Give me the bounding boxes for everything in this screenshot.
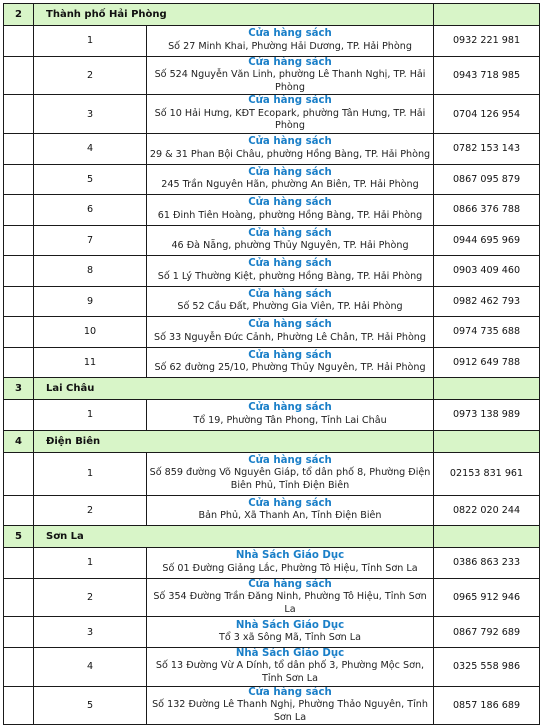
store-phone: 0386 863 233 bbox=[434, 548, 540, 579]
store-row bbox=[4, 686, 540, 725]
group-name: Sơn La bbox=[34, 526, 434, 548]
store-address: 29 & 31 Phan Bội Châu, phường Hồng Bàng, TP. Hải Phòng bbox=[149, 148, 431, 160]
store-row bbox=[4, 400, 540, 431]
store-name: Cửa hàng sách bbox=[248, 95, 332, 107]
store-row bbox=[4, 195, 540, 226]
store-phone: 0974 735 688 bbox=[434, 317, 540, 348]
group-index: 4 bbox=[4, 430, 34, 452]
store-name: Cửa hàng sách bbox=[248, 166, 332, 178]
store-address: Số 01 Đường Giảng Lắc, Phường Tô Hiệu, Tỉnh Sơn La bbox=[162, 562, 418, 574]
store-empty-cell bbox=[4, 286, 34, 317]
store-number: 7 bbox=[34, 225, 147, 256]
group-name: Lai Châu bbox=[34, 378, 434, 400]
store-number: 8 bbox=[34, 256, 147, 287]
store-name: Cửa hàng sách bbox=[248, 454, 332, 466]
store-cell bbox=[147, 95, 434, 134]
store-name: Nhà Sách Giáo Dục bbox=[235, 647, 345, 659]
store-name: Cửa hàng sách bbox=[248, 197, 332, 209]
store-name: Cửa hàng sách bbox=[248, 402, 332, 414]
group-index: 5 bbox=[4, 526, 34, 548]
store-name: Cửa hàng sách bbox=[248, 578, 332, 590]
store-row bbox=[4, 317, 540, 348]
store-number: 4 bbox=[34, 134, 147, 165]
store-cell bbox=[147, 26, 434, 57]
store-number: 1 bbox=[34, 26, 147, 57]
store-phone: 0857 186 689 bbox=[434, 686, 540, 725]
store-empty-cell bbox=[4, 26, 34, 57]
store-empty-cell bbox=[4, 347, 34, 378]
group-row bbox=[4, 4, 540, 26]
store-address: Số 62 đường 25/10, Phường Thủy Nguyên, TP. Hải Phòng bbox=[154, 362, 426, 374]
store-row bbox=[4, 95, 540, 134]
store-cell bbox=[147, 548, 434, 579]
store-phone: 02153 831 961 bbox=[434, 452, 540, 495]
store-name: Cửa hàng sách bbox=[248, 56, 332, 68]
store-address: Số 132 Đường Lê Thanh Nghị, Phường Thảo Nguyên, Tỉnh Sơn La bbox=[152, 699, 428, 723]
group-empty-cell bbox=[434, 526, 540, 548]
store-row bbox=[4, 56, 540, 95]
store-number: 3 bbox=[34, 617, 147, 648]
store-row bbox=[4, 256, 540, 287]
store-row bbox=[4, 617, 540, 648]
store-empty-cell bbox=[4, 134, 34, 165]
store-list-table bbox=[3, 3, 540, 725]
store-empty-cell bbox=[4, 317, 34, 348]
store-empty-cell bbox=[4, 164, 34, 195]
store-number: 1 bbox=[34, 452, 147, 495]
store-empty-cell bbox=[4, 195, 34, 226]
store-empty-cell bbox=[4, 225, 34, 256]
group-row bbox=[4, 430, 540, 452]
store-phone: 0982 462 793 bbox=[434, 286, 540, 317]
store-cell bbox=[147, 225, 434, 256]
store-number: 9 bbox=[34, 286, 147, 317]
store-cell bbox=[147, 452, 434, 495]
store-name: Cửa hàng sách bbox=[248, 686, 332, 698]
store-address: Tổ 3 xã Sông Mã, Tỉnh Sơn La bbox=[218, 632, 362, 644]
store-address: Số 27 Minh Khai, Phường Hải Dương, TP. Hải Phòng bbox=[168, 40, 412, 52]
group-empty-cell bbox=[434, 430, 540, 452]
store-number: 3 bbox=[34, 95, 147, 134]
store-phone: 0944 695 969 bbox=[434, 225, 540, 256]
store-phone: 0965 912 946 bbox=[434, 578, 540, 617]
group-index: 2 bbox=[4, 4, 34, 26]
store-name: Cửa hàng sách bbox=[248, 349, 332, 361]
store-address: Bản Phủ, Xã Thanh An, Tỉnh Điện Biên bbox=[198, 510, 382, 522]
store-cell bbox=[147, 647, 434, 686]
store-number: 4 bbox=[34, 647, 147, 686]
store-phone: 0903 409 460 bbox=[434, 256, 540, 287]
store-number: 5 bbox=[34, 164, 147, 195]
store-cell bbox=[147, 164, 434, 195]
store-row bbox=[4, 347, 540, 378]
store-empty-cell bbox=[4, 95, 34, 134]
store-name: Cửa hàng sách bbox=[248, 319, 332, 331]
store-address: Số 33 Nguyễn Đức Cảnh, Phường Lê Chân, TP. Hải Phòng bbox=[154, 331, 426, 343]
group-row bbox=[4, 526, 540, 548]
store-empty-cell bbox=[4, 256, 34, 287]
store-number: 1 bbox=[34, 548, 147, 579]
store-address: 46 Đà Nẵng, phường Thủy Nguyên, TP. Hải Phòng bbox=[171, 240, 409, 252]
store-number: 2 bbox=[34, 56, 147, 95]
store-address: Số 52 Cầu Đất, Phường Gia Viên, TP. Hải Phòng bbox=[177, 301, 403, 313]
store-address: Tổ 19, Phường Tân Phong, Tỉnh Lai Châu bbox=[193, 414, 387, 426]
store-empty-cell bbox=[4, 56, 34, 95]
store-phone: 0943 718 985 bbox=[434, 56, 540, 95]
store-cell bbox=[147, 347, 434, 378]
store-name: Cửa hàng sách bbox=[248, 136, 332, 148]
store-number: 6 bbox=[34, 195, 147, 226]
group-index: 3 bbox=[4, 378, 34, 400]
store-cell bbox=[147, 286, 434, 317]
store-cell bbox=[147, 134, 434, 165]
store-cell bbox=[147, 56, 434, 95]
store-address: Số 859 đường Võ Nguyên Giáp, tổ dân phố 8, Phường Điện Biên Phủ, Tỉnh Điện Biên bbox=[149, 467, 431, 491]
store-cell bbox=[147, 195, 434, 226]
store-empty-cell bbox=[4, 647, 34, 686]
store-cell bbox=[147, 495, 434, 526]
store-name: Cửa hàng sách bbox=[248, 28, 332, 40]
store-row bbox=[4, 548, 540, 579]
store-cell bbox=[147, 686, 434, 725]
group-row bbox=[4, 378, 540, 400]
store-address: Số 524 Nguyễn Văn Linh, phường Lê Thanh Nghị, TP. Hải Phòng bbox=[154, 69, 426, 93]
store-name: Cửa hàng sách bbox=[248, 497, 332, 509]
store-number: 2 bbox=[34, 495, 147, 526]
store-row bbox=[4, 164, 540, 195]
store-address: 245 Trần Nguyên Hãn, phường An Biên, TP. Hải Phòng bbox=[161, 179, 419, 191]
store-row bbox=[4, 286, 540, 317]
store-phone: 0973 138 989 bbox=[434, 400, 540, 431]
store-row bbox=[4, 26, 540, 57]
store-address: Số 13 Đường Vừ A Dính, tổ dân phố 3, Phường Mộc Sơn, Tỉnh Sơn La bbox=[155, 660, 425, 685]
store-row bbox=[4, 134, 540, 165]
store-cell bbox=[147, 256, 434, 287]
store-number: 10 bbox=[34, 317, 147, 348]
store-address: 61 Đinh Tiên Hoàng, phường Hồng Bàng, TP. Hải Phòng bbox=[157, 209, 423, 221]
store-row bbox=[4, 578, 540, 617]
store-empty-cell bbox=[4, 400, 34, 431]
store-phone: 0325 558 986 bbox=[434, 647, 540, 686]
store-empty-cell bbox=[4, 578, 34, 617]
store-name: Nhà Sách Giáo Dục bbox=[235, 619, 345, 631]
store-name: Cửa hàng sách bbox=[248, 227, 332, 239]
store-phone: 0912 649 788 bbox=[434, 347, 540, 378]
store-name: Cửa hàng sách bbox=[248, 288, 332, 300]
store-name: Nhà Sách Giáo Dục bbox=[235, 550, 345, 562]
store-empty-cell bbox=[4, 452, 34, 495]
group-empty-cell bbox=[434, 4, 540, 26]
store-phone: 0782 153 143 bbox=[434, 134, 540, 165]
store-number: 1 bbox=[34, 400, 147, 431]
store-row bbox=[4, 495, 540, 526]
store-empty-cell bbox=[4, 686, 34, 725]
store-empty-cell bbox=[4, 548, 34, 579]
store-cell bbox=[147, 578, 434, 617]
store-cell bbox=[147, 400, 434, 431]
store-phone: 0932 221 981 bbox=[434, 26, 540, 57]
store-row bbox=[4, 647, 540, 686]
group-name: Thành phố Hải Phòng bbox=[34, 4, 434, 26]
store-name: Cửa hàng sách bbox=[248, 258, 332, 270]
group-empty-cell bbox=[434, 378, 540, 400]
store-address: Số 10 Hải Hưng, KĐT Ecopark, phường Tân Hưng, TP. Hải Phòng bbox=[154, 107, 426, 132]
store-address: Số 354 Đường Trần Đăng Ninh, Phường Tô Hiệu, Tỉnh Sơn La bbox=[153, 591, 427, 615]
store-cell bbox=[147, 317, 434, 348]
group-name: Điện Biên bbox=[34, 430, 434, 452]
store-cell bbox=[147, 617, 434, 648]
store-phone: 0866 376 788 bbox=[434, 195, 540, 226]
store-list-body bbox=[4, 4, 540, 725]
store-phone: 0704 126 954 bbox=[434, 95, 540, 134]
store-empty-cell bbox=[4, 495, 34, 526]
store-number: 5 bbox=[34, 686, 147, 725]
store-row bbox=[4, 225, 540, 256]
store-row bbox=[4, 452, 540, 495]
store-phone: 0867 095 879 bbox=[434, 164, 540, 195]
store-phone: 0822 020 244 bbox=[434, 495, 540, 526]
store-empty-cell bbox=[4, 617, 34, 648]
store-phone: 0867 792 689 bbox=[434, 617, 540, 648]
store-address: Số 1 Lý Thường Kiệt, phường Hồng Bàng, TP. Hải Phòng bbox=[157, 270, 423, 282]
store-number: 11 bbox=[34, 347, 147, 378]
store-number: 2 bbox=[34, 578, 147, 617]
